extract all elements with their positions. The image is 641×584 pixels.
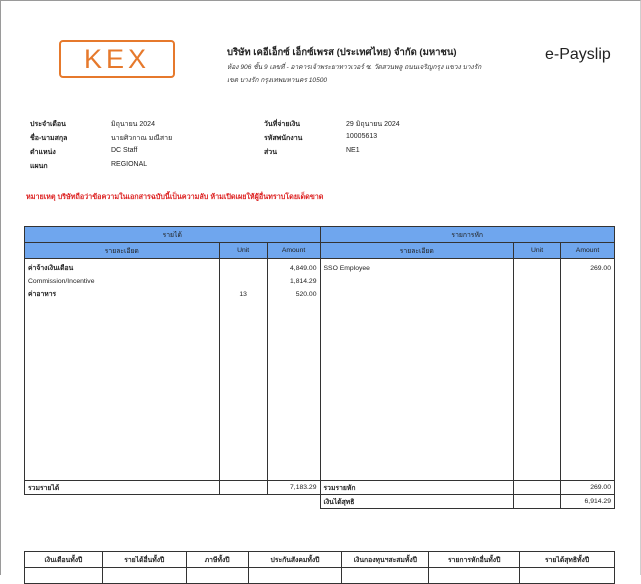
- deduction-total-label: รวมรายหัก: [320, 481, 514, 495]
- deduction-col-detail: รายละเอียด: [320, 243, 514, 259]
- income-detail-cell: [25, 259, 220, 481]
- annual-summary-table: [24, 551, 615, 584]
- income-col-unit: Unit: [219, 243, 267, 259]
- income-section-title: รายได้: [25, 227, 321, 243]
- summary-value: [186, 568, 248, 584]
- blank-cell: [219, 495, 267, 509]
- address-line-2: เขต บางรัก กรุงเทพมหานคร 10500: [227, 76, 328, 84]
- income-item-detail: ค่าอาหาร: [28, 291, 57, 298]
- paydate-label: วันที่จ่ายเงิน: [264, 121, 301, 128]
- income-col-detail: รายละเอียด: [25, 243, 220, 259]
- summary-header: เงินเดือนทั้งปี: [25, 552, 103, 568]
- deduction-item-unit: [517, 262, 557, 275]
- company-name: บริษัท เคอีเอ็กซ์ เอ็กซ์เพรส (ประเทศไทย) จำกัด (มหาชน): [227, 47, 457, 58]
- deduction-col-unit: Unit: [514, 243, 561, 259]
- summary-header: รายได้สุทธิทั้งปี: [520, 552, 615, 568]
- deduction-unit-cell: [514, 259, 561, 481]
- deduction-item-amount: 269.00: [590, 265, 611, 272]
- summary-value: [248, 568, 342, 584]
- deduction-detail-cell: [320, 259, 514, 481]
- deduction-total-value: 269.00: [561, 481, 615, 495]
- income-item-amount: 1,814.29: [290, 278, 317, 285]
- period-label: ประจำเดือน: [30, 121, 66, 128]
- summary-value: [520, 568, 615, 584]
- summary-value: [102, 568, 186, 584]
- deduction-total-unit: [514, 481, 561, 495]
- income-item-unit: [223, 275, 264, 288]
- department-label: แผนก: [30, 163, 48, 170]
- income-total-value: 7,183.29: [267, 481, 320, 495]
- net-pay-unit: [514, 495, 561, 509]
- income-item-amount: 4,849.00: [290, 265, 317, 272]
- income-item-amount: 520.00: [295, 291, 317, 298]
- summary-header: ภาษีทั้งปี: [186, 552, 248, 568]
- logo-text: KEX: [83, 43, 151, 74]
- income-item-detail: ค่าจ้างเงินเดือน: [28, 265, 74, 272]
- confidential-note: หมายเหตุ บริษัทถือว่าข้อความในเอกสารฉบับนี้เป็นความลับ ห้ามเปิดเผยให้ผู้อื่นทราบโดยเด็ดขาด: [26, 192, 324, 201]
- position-value: DC Staff: [111, 147, 138, 154]
- address-line-1: ห้อง 906 ชั้น 9 เลขที่ - อาคารเจ้าพระยาทาวเวอร์ ซ. วัดสวนพลู ถนนเจริญกรุง แขวง บางรัก: [227, 64, 482, 71]
- summary-header: รายการหักอื่นทั้งปี: [429, 552, 520, 568]
- paydate-value: 29 มิถุนายน 2024: [346, 121, 400, 128]
- net-pay-value: 6,914.29: [561, 495, 615, 509]
- income-unit-cell: [219, 259, 267, 481]
- payslip-table: [24, 226, 615, 509]
- net-pay-label: เงินได้สุทธิ: [320, 495, 514, 509]
- deduction-col-amount: Amount: [561, 243, 615, 259]
- income-item-unit: [223, 262, 264, 275]
- deduction-section-title: รายการหัก: [320, 227, 615, 243]
- summary-value: [25, 568, 103, 584]
- summary-header: ประกันสังคมทั้งปี: [248, 552, 342, 568]
- income-total-label: รวมรายได้: [25, 481, 220, 495]
- period-value: มิถุนายน 2024: [111, 121, 155, 128]
- income-col-amount: Amount: [267, 243, 320, 259]
- employee-id-value: 10005613: [346, 133, 378, 140]
- company-address: [227, 62, 527, 87]
- department-value: REGIONAL: [111, 161, 148, 168]
- blank-cell: [267, 495, 320, 509]
- name-label: ชื่อ-นามสกุล: [30, 135, 68, 142]
- income-total-unit: [219, 481, 267, 495]
- section-label: ส่วน: [264, 149, 277, 156]
- income-item-unit: 13: [239, 291, 247, 298]
- summary-value: [429, 568, 520, 584]
- deduction-amount-cell: [561, 259, 615, 481]
- income-item-detail: Commission/Incentive: [28, 278, 95, 285]
- employee-id-label: รหัสพนักงาน: [264, 135, 303, 142]
- summary-header: รายได้อื่นทั้งปี: [102, 552, 186, 568]
- blank-cell: [25, 495, 220, 509]
- deduction-item-detail: SSO Employee: [323, 265, 370, 272]
- summary-value: [342, 568, 429, 584]
- income-amount-cell: [267, 259, 320, 481]
- section-value: NE1: [346, 147, 360, 154]
- summary-header: เงินกองทุนฯสะสมทั้งปี: [342, 552, 429, 568]
- position-label: ตำแหน่ง: [30, 149, 56, 156]
- kex-logo: [59, 40, 175, 78]
- name-value: นายศิวกาณ มณีสาย: [111, 135, 173, 142]
- document-title: e-Payslip: [545, 46, 611, 63]
